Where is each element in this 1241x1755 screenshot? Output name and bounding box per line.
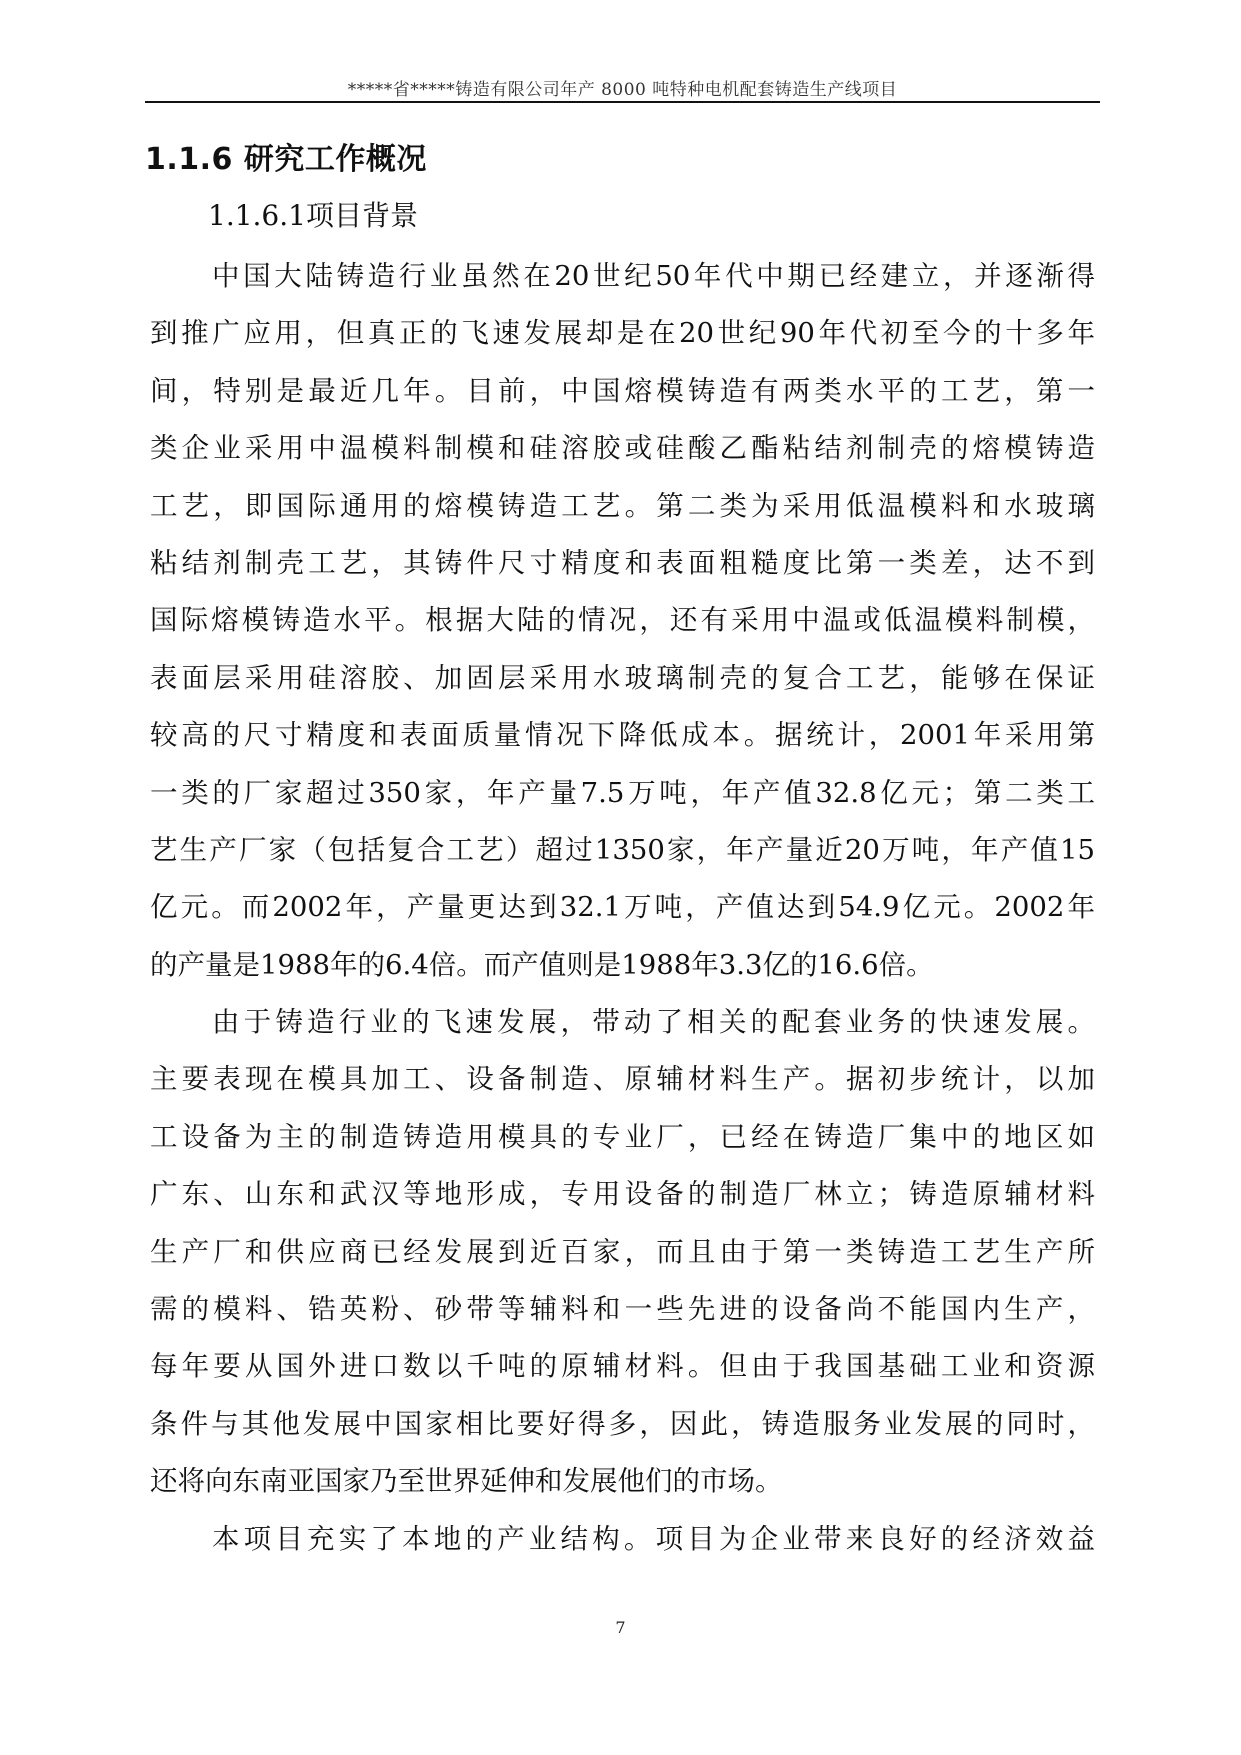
- paragraph-2-line: 还将向东南亚国家乃至世界延伸和发展他们的市场。: [150, 1465, 783, 1498]
- body-text: [150, 248, 1095, 1568]
- paragraph-1-line: 间，特别是最近几年。目前，中国熔模铸造有两类水平的工艺，第一: [150, 374, 1095, 407]
- paragraph-1-line: 类企业采用中温模料制模和硅溶胶或硅酸乙酯粘结剂制壳的熔模铸造: [150, 432, 1095, 465]
- paragraph-3-line: 本项目充实了本地的产业结构。项目为企业带来良好的经济效益: [212, 1522, 1095, 1555]
- paragraph-1-line: 一类的厂家超过350家，年产量7.5万吨，年产值32.8亿元；第二类工: [150, 776, 1095, 809]
- paragraph-1-line: 亿元。而2002年，产量更达到32.1万吨，产值达到54.9亿元。2002年: [150, 891, 1095, 924]
- paragraph-2-line: 每年要从国外进口数以千吨的原辅材料。但由于我国基础工业和资源: [150, 1350, 1095, 1383]
- paragraph-2-line: 工设备为主的制造铸造用模具的专业厂，已经在铸造厂集中的地区如: [150, 1120, 1095, 1153]
- paragraph-1-line: 粘结剂制壳工艺，其铸件尺寸精度和表面粗糙度比第一类差，达不到: [150, 546, 1095, 579]
- paragraph-1-line: 中国大陆铸造行业虽然在20世纪50年代中期已经建立，并逐渐得: [212, 260, 1095, 292]
- paragraph-2-line: 需的模料、锆英粉、砂带等辅料和一些先进的设备尚不能国内生产，: [150, 1293, 1095, 1326]
- page-number: 7: [615, 1618, 626, 1637]
- paragraph-1-line: 国际熔模铸造水平。根据大陆的情况，还有采用中温或低温模料制模，: [150, 604, 1095, 637]
- paragraph-1-line: 的产量是1988年的6.4倍。而产值则是1988年3.3亿的16.6倍。: [150, 948, 934, 981]
- paragraph-2-line: 由于铸造行业的飞速发展，带动了相关的配套业务的快速发展。: [212, 1006, 1095, 1039]
- paragraph-2-line: 主要表现在模具加工、设备制造、原辅材料生产。据初步统计，以加: [150, 1063, 1095, 1096]
- paragraph-1-line: 到推广应用，但真正的飞速发展却是在20世纪90年代初至今的十多年: [150, 317, 1095, 350]
- paragraph-2-line: 广东、山东和武汉等地形成，专用设备的制造厂林立；铸造原辅材料: [150, 1178, 1095, 1211]
- running-header: *****省*****铸造有限公司年产 8000 吨特种电机配套铸造生产线项目: [347, 80, 898, 100]
- paragraph-1-line: 较高的尺寸精度和表面质量情况下降低成本。据统计，2001年采用第: [150, 719, 1095, 752]
- paragraph-1-line: 表面层采用硅溶胶、加固层采用水玻璃制壳的复合工艺，能够在保证: [150, 661, 1095, 694]
- paragraph-1-line: 艺生产厂家（包括复合工艺）超过1350家，年产量近20万吨，年产值15: [150, 833, 1095, 866]
- section-heading: 1.1.6 研究工作概况: [145, 142, 427, 177]
- paragraph-1-line: 工艺，即国际通用的熔模铸造工艺。第二类为采用低温模料和水玻璃: [150, 489, 1095, 522]
- subsection-heading: 1.1.6.1项目背景: [208, 199, 418, 232]
- header-rule: [145, 101, 1100, 103]
- paragraph-2-line: 生产厂和供应商已经发展到近百家，而且由于第一类铸造工艺生产所: [150, 1235, 1095, 1268]
- paragraph-2-line: 条件与其他发展中国家相比要好得多，因此，铸造服务业发展的同时，: [150, 1407, 1095, 1440]
